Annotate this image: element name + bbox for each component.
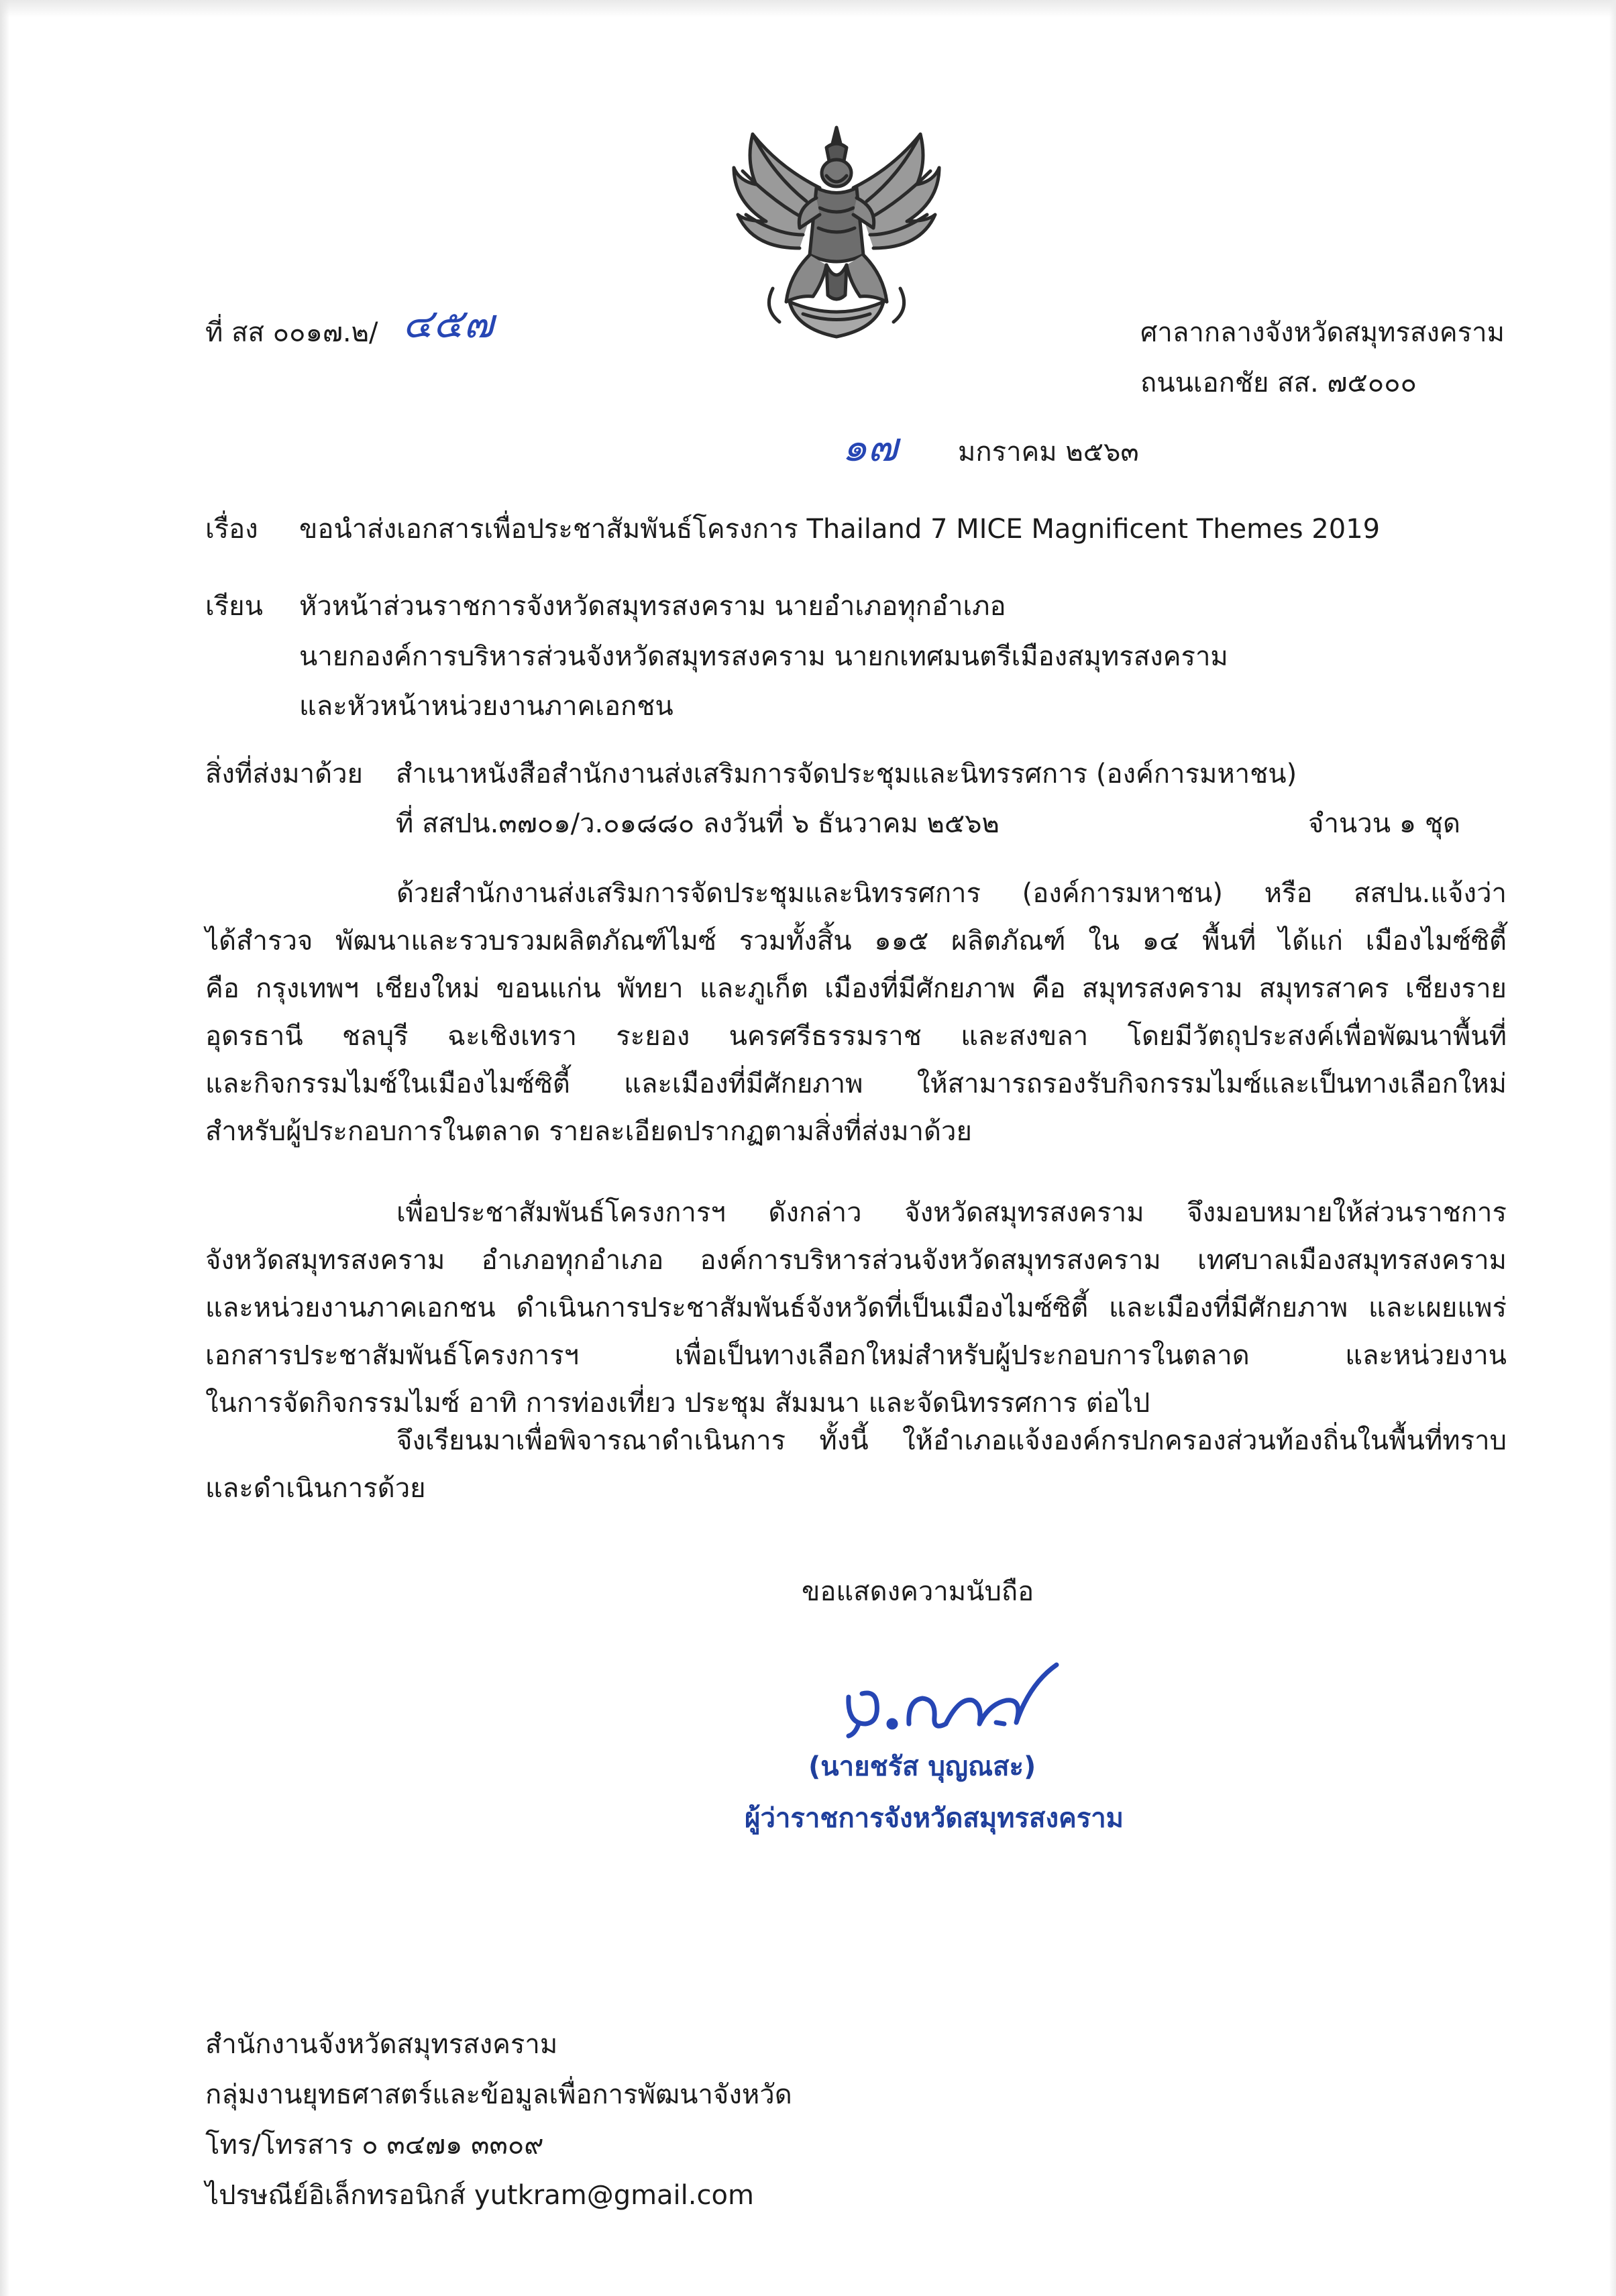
paragraph-line: ในการจัดกิจกรรมไมซ์ อาทิ การท่องเที่ยว ประชุม สัมมนา และจัดนิทรรศการ ต่อไป [205,1388,1150,1419]
paragraph-line: ด้วยสำนักงานส่งเสริมการจัดประชุมและนิทรรศการ (องค์การมหาชน) หรือ สสปน.แจ้งว่า [396,878,1507,909]
addressee-line: หัวหน้าส่วนราชการจังหวัดสมุทรสงคราม นายอำเภอทุกอำเภอ [299,591,1006,622]
paragraph-line: และดำเนินการด้วย [205,1473,426,1504]
paragraph-line: เพื่อประชาสัมพันธ์โครงการฯ ดังกล่าว จังหวัดสมุทรสงคราม จึงมอบหมายให้ส่วนราชการ [396,1197,1507,1228]
enclosure-label: สิ่งที่ส่งมาด้วย [205,759,363,789]
paragraph-line: สำหรับผู้ประกอบการในตลาด รายละเอียดปรากฏตามสิ่งที่ส่งมาด้วย [205,1116,972,1147]
subject-label: เรื่อง [205,514,258,545]
paragraph-line: และหน่วยงานภาคเอกชน ดำเนินการประชาสัมพันธ์จังหวัดที่เป็นเมืองไมซ์ซิตี้ และเมืองที่มีศักยภาพ และเผยแพร่ [205,1293,1507,1323]
reference-number-handwritten: ๔๕๗ [402,300,494,347]
office-name: ศาลากลางจังหวัดสมุทรสงคราม [1140,317,1505,348]
handwritten-signature [828,1657,1070,1744]
addressee-line: นายกองค์การบริหารส่วนจังหวัดสมุทรสงคราม นายกเทศมนตรีเมืองสมุทรสงคราม [299,641,1228,672]
reference-label: ที่ สส ๐๐๑๗.๒/ [205,317,378,348]
date-month-year: มกราคม ๒๕๖๓ [958,437,1139,468]
signer-name: (นายชรัส บุญณสะ) [808,1751,1036,1782]
scan-edge-left [0,0,9,2296]
body-paragraph-2 [205,1189,1507,1427]
office-address: ถนนเอกชัย สส. ๗๕๐๐๐ [1140,368,1417,398]
subject-text: ขอนำส่งเอกสารเพื่อประชาสัมพันธ์โครงการ Thailand 7 MICE Magnificent Themes 2019 [299,514,1381,545]
body-paragraph-1 [205,870,1507,1156]
paragraph-line: อุดรธานี ชลบุรี ฉะเชิงเทรา ระยอง นครศรีธรรมราช และสงขลา โดยมีวัตถุประสงค์เพื่อพัฒนาพื้นที่ [205,1021,1507,1052]
enclosure-quantity: จำนวน ๑ ชุด [1308,808,1460,839]
addressee-label: เรียน [205,591,263,622]
body-paragraph-3 [205,1417,1507,1513]
enclosure-line: ที่ สสปน.๓๗๐๑/ว.๐๑๘๘๐ ลงวันที่ ๖ ธันวาคม ๒๕๖๒ [396,808,1000,839]
paragraph-line: จึงเรียนมาเพื่อพิจารณาดำเนินการ ทั้งนี้ ให้อำเภอแจ้งองค์กรปกครองส่วนท้องถิ่นในพื้นที่ทราบ [396,1425,1507,1456]
footer-line: สำนักงานจังหวัดสมุทรสงคราม [205,2029,558,2060]
paragraph-line: คือ กรุงเทพฯ เชียงใหม่ ขอนแก่น พัทยา และภูเก็ต เมืองที่มีศักยภาพ คือ สมุทรสงคราม สมุทรสาคร เชียงราย [205,973,1507,1004]
enclosure-line: สำเนาหนังสือสำนักงานส่งเสริมการจัดประชุมและนิทรรศการ (องค์การมหาชน) [396,759,1297,789]
paragraph-line: ได้สำรวจ พัฒนาและรวบรวมผลิตภัณฑ์ไมซ์ รวมทั้งสิ้น ๑๑๕ ผลิตภัณฑ์ ใน ๑๔ พื้นที่ ได้แก่ เมืองไมซ์ซิตี้ [205,926,1507,956]
scan-edge-right [1609,0,1616,2296]
paragraph-line: จังหวัดสมุทรสงคราม อำเภอทุกอำเภอ องค์การบริหารส่วนจังหวัดสมุทรสงคราม เทศบาลเมืองสมุทรสงคราม [205,1245,1507,1276]
footer-line: กลุ่มงานยุทธศาสตร์และข้อมูลเพื่อการพัฒนาจังหวัด [205,2079,792,2110]
scan-edge-top [0,0,1616,17]
addressee-line: และหัวหน้าหน่วยงานภาคเอกชน [299,691,674,722]
signer-title: ผู้ว่าราชการจังหวัดสมุทรสงคราม [745,1803,1124,1834]
closing-salutation: ขอแสดงความนับถือ [802,1576,1034,1607]
garuda-emblem-icon [726,121,947,342]
paragraph-line: เอกสารประชาสัมพันธ์โครงการฯ เพื่อเป็นทางเลือกใหม่สำหรับผู้ประกอบการในตลาด และหน่วยงาน [205,1340,1507,1371]
footer-email-line: ไปรษณีย์อิเล็กทรอนิกส์ yutkram@gmail.com [205,2180,754,2211]
date-day-handwritten: ๑๗ [842,424,898,471]
footer-line: โทร/โทรสาร ๐ ๓๔๗๑ ๓๓๐๙ [205,2130,544,2161]
paragraph-line: และกิจกรรมไมซ์ในเมืองไมซ์ซิตี้ และเมืองที่มีศักยภาพ ให้สามารถรองรับกิจกรรมไมซ์และเป็นทางเลือกใหม่ [205,1069,1507,1099]
